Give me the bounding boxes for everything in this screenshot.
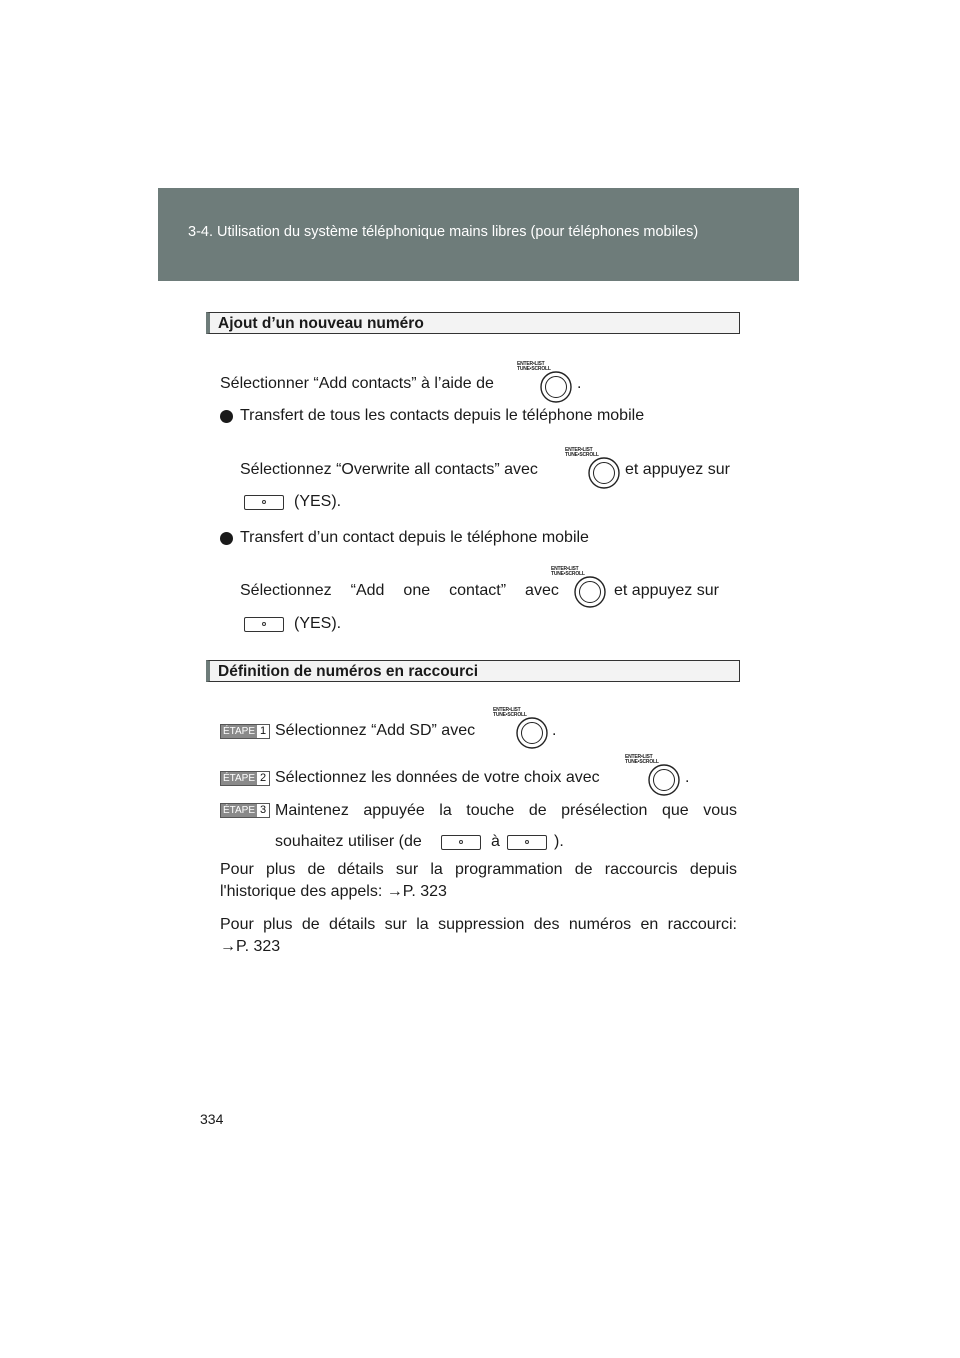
step-text: Sélectionnez les données de votre choix avec [275,769,600,786]
step-badge [220,771,270,786]
knob-circle-icon [647,763,681,797]
note-paragraph-line2: →P. 323 [220,938,281,955]
knob-label-top: ENTER•LIST [517,361,545,367]
section-title: Ajout d’un nouveau numéro [218,315,424,332]
knob-label-top: ENTER•LIST [625,754,653,760]
step-text-mid: à [491,833,500,850]
step-label: ÉTAPE [222,805,256,816]
step-number: 3 [257,804,269,817]
step-number: 1 [257,725,269,738]
step-text-line2: souhaitez utiliser (de [275,833,422,850]
note-paragraph: Pour plus de détails sur la suppression des numéros en raccourci: [220,916,737,933]
bullet-title: Transfert d’un contact depuis le téléphone mobile [240,529,589,546]
step-text-after: ). [554,833,564,850]
knob-circle-icon [587,456,621,490]
step-badge [220,803,270,818]
note-paragraph: Pour plus de détails sur la programmation de raccourcis depuis [220,861,737,878]
knob-label-bottom: TUNE•SCROLL [625,759,659,765]
yes-text: (YES). [294,493,342,510]
yes-text: (YES). [294,615,342,632]
step-label: ÉTAPE [222,773,256,784]
enter-list-knob-icon [551,567,611,611]
step-text-after: . [552,722,557,739]
knob-label-top: ENTER•LIST [493,707,521,713]
knob-label-top: ENTER•LIST [565,447,593,453]
intro-text-after: . [577,375,582,392]
instruction-text: Sélectionnez “Add one contact” avec [240,582,559,599]
step-badge [220,724,270,739]
breadcrumb: 3-4. Utilisation du système téléphonique mains libres (pour téléphones mobiles) [188,224,699,240]
preset-button-icon [441,835,481,850]
knob-label-top: ENTER•LIST [551,566,579,572]
knob-label-bottom: TUNE•SCROLL [565,452,599,458]
bullet-title: Transfert de tous les contacts depuis le téléphone mobile [240,407,645,424]
instruction-text: Sélectionnez “Overwrite all contacts” avec [240,461,538,478]
instruction-text-after: et appuyez sur [614,582,719,599]
knob-circle-icon [539,370,573,404]
knob-label-bottom: TUNE•SCROLL [517,366,551,372]
step-text: Maintenez appuyée la touche de présélection que vous [275,802,737,819]
intro-text [220,374,494,394]
enter-list-knob-icon [625,755,685,799]
preset-button-icon [244,617,284,632]
step-label: ÉTAPE [222,726,256,737]
knob-label-bottom: TUNE•SCROLL [493,712,527,718]
section-title-bar [206,660,740,682]
preset-button-icon [244,495,284,510]
step-text-after: . [685,769,690,786]
bullet-dot-icon [220,532,233,545]
instruction-text-after: et appuyez sur [625,461,730,478]
enter-list-knob-icon [517,362,577,406]
section-title-bar [206,312,740,334]
step-text: Sélectionnez “Add SD” avec [275,722,476,739]
knob-circle-icon [573,575,607,609]
chapter-header [158,188,799,281]
enter-list-knob-icon [493,708,553,752]
intro-text-before: Sélectionner “Add contacts” à l’aide de [220,375,494,392]
note-paragraph-line2: l'historique des appels: →P. 323 [220,883,447,900]
knob-circle-icon [515,716,549,750]
enter-list-knob-icon [565,448,625,492]
section-title: Définition de numéros en raccourci [218,663,479,680]
step-number: 2 [257,772,269,785]
bullet-dot-icon [220,410,233,423]
page-number: 334 [200,1111,224,1127]
knob-label-bottom: TUNE•SCROLL [551,571,585,577]
preset-button-icon [507,835,547,850]
